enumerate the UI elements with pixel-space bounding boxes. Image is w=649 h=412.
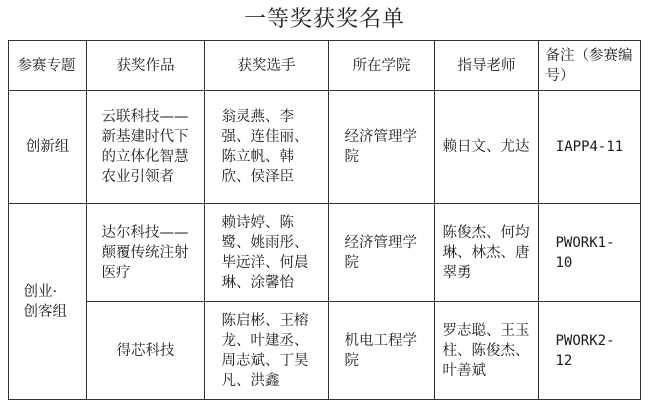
note-cell: PWORK2-12 (539, 302, 641, 400)
table-row (9, 302, 641, 400)
college-cell: 经济管理学院 (329, 204, 435, 302)
page-title: 一等奖获奖名单 (243, 7, 405, 32)
table-header-row (9, 41, 641, 91)
advisor-cell: 赖日文、尤达 (435, 91, 539, 204)
table-row (9, 204, 641, 302)
note-cell: IAPP4-11 (539, 91, 641, 204)
work-cell: 得芯科技 (87, 302, 205, 400)
award-table (8, 40, 641, 400)
advisor-cell: 陈俊杰、何均琳、林杰、唐翠勇 (435, 204, 539, 302)
header-college: 所在学院 (329, 41, 435, 91)
note-cell: PWORK1-10 (539, 204, 641, 302)
header-work: 获奖作品 (87, 41, 205, 91)
winners-cell: 赖诗婷、陈鹭、姚雨彤、毕远洋、何晨琳、涂馨怡 (205, 204, 329, 302)
header-topic: 参赛专题 (9, 41, 87, 91)
college-cell: 经济管理学院 (329, 91, 435, 204)
group-cell: 创业·创客组 (9, 204, 87, 400)
header-winners: 获奖选手 (205, 41, 329, 91)
header-note: 备注（参赛编号） (539, 41, 641, 91)
work-cell: 达尔科技——颠覆传统注射医疗 (87, 204, 205, 302)
advisor-cell: 罗志聪、王玉柱、陈俊杰、叶善斌 (435, 302, 539, 400)
work-cell: 云联科技——新基建时代下的立体化智慧农业引领者 (87, 91, 205, 204)
header-advisor: 指导老师 (435, 41, 539, 91)
table-row (9, 91, 641, 204)
winners-cell: 翁灵燕、李强、连佳丽、陈立帆、韩欣、侯泽臣 (205, 91, 329, 204)
college-cell: 机电工程学院 (329, 302, 435, 400)
winners-cell: 陈启彬、王榕龙、叶建丞、周志斌、丁昊凡、洪鑫 (205, 302, 329, 400)
group-cell: 创新组 (9, 91, 87, 204)
